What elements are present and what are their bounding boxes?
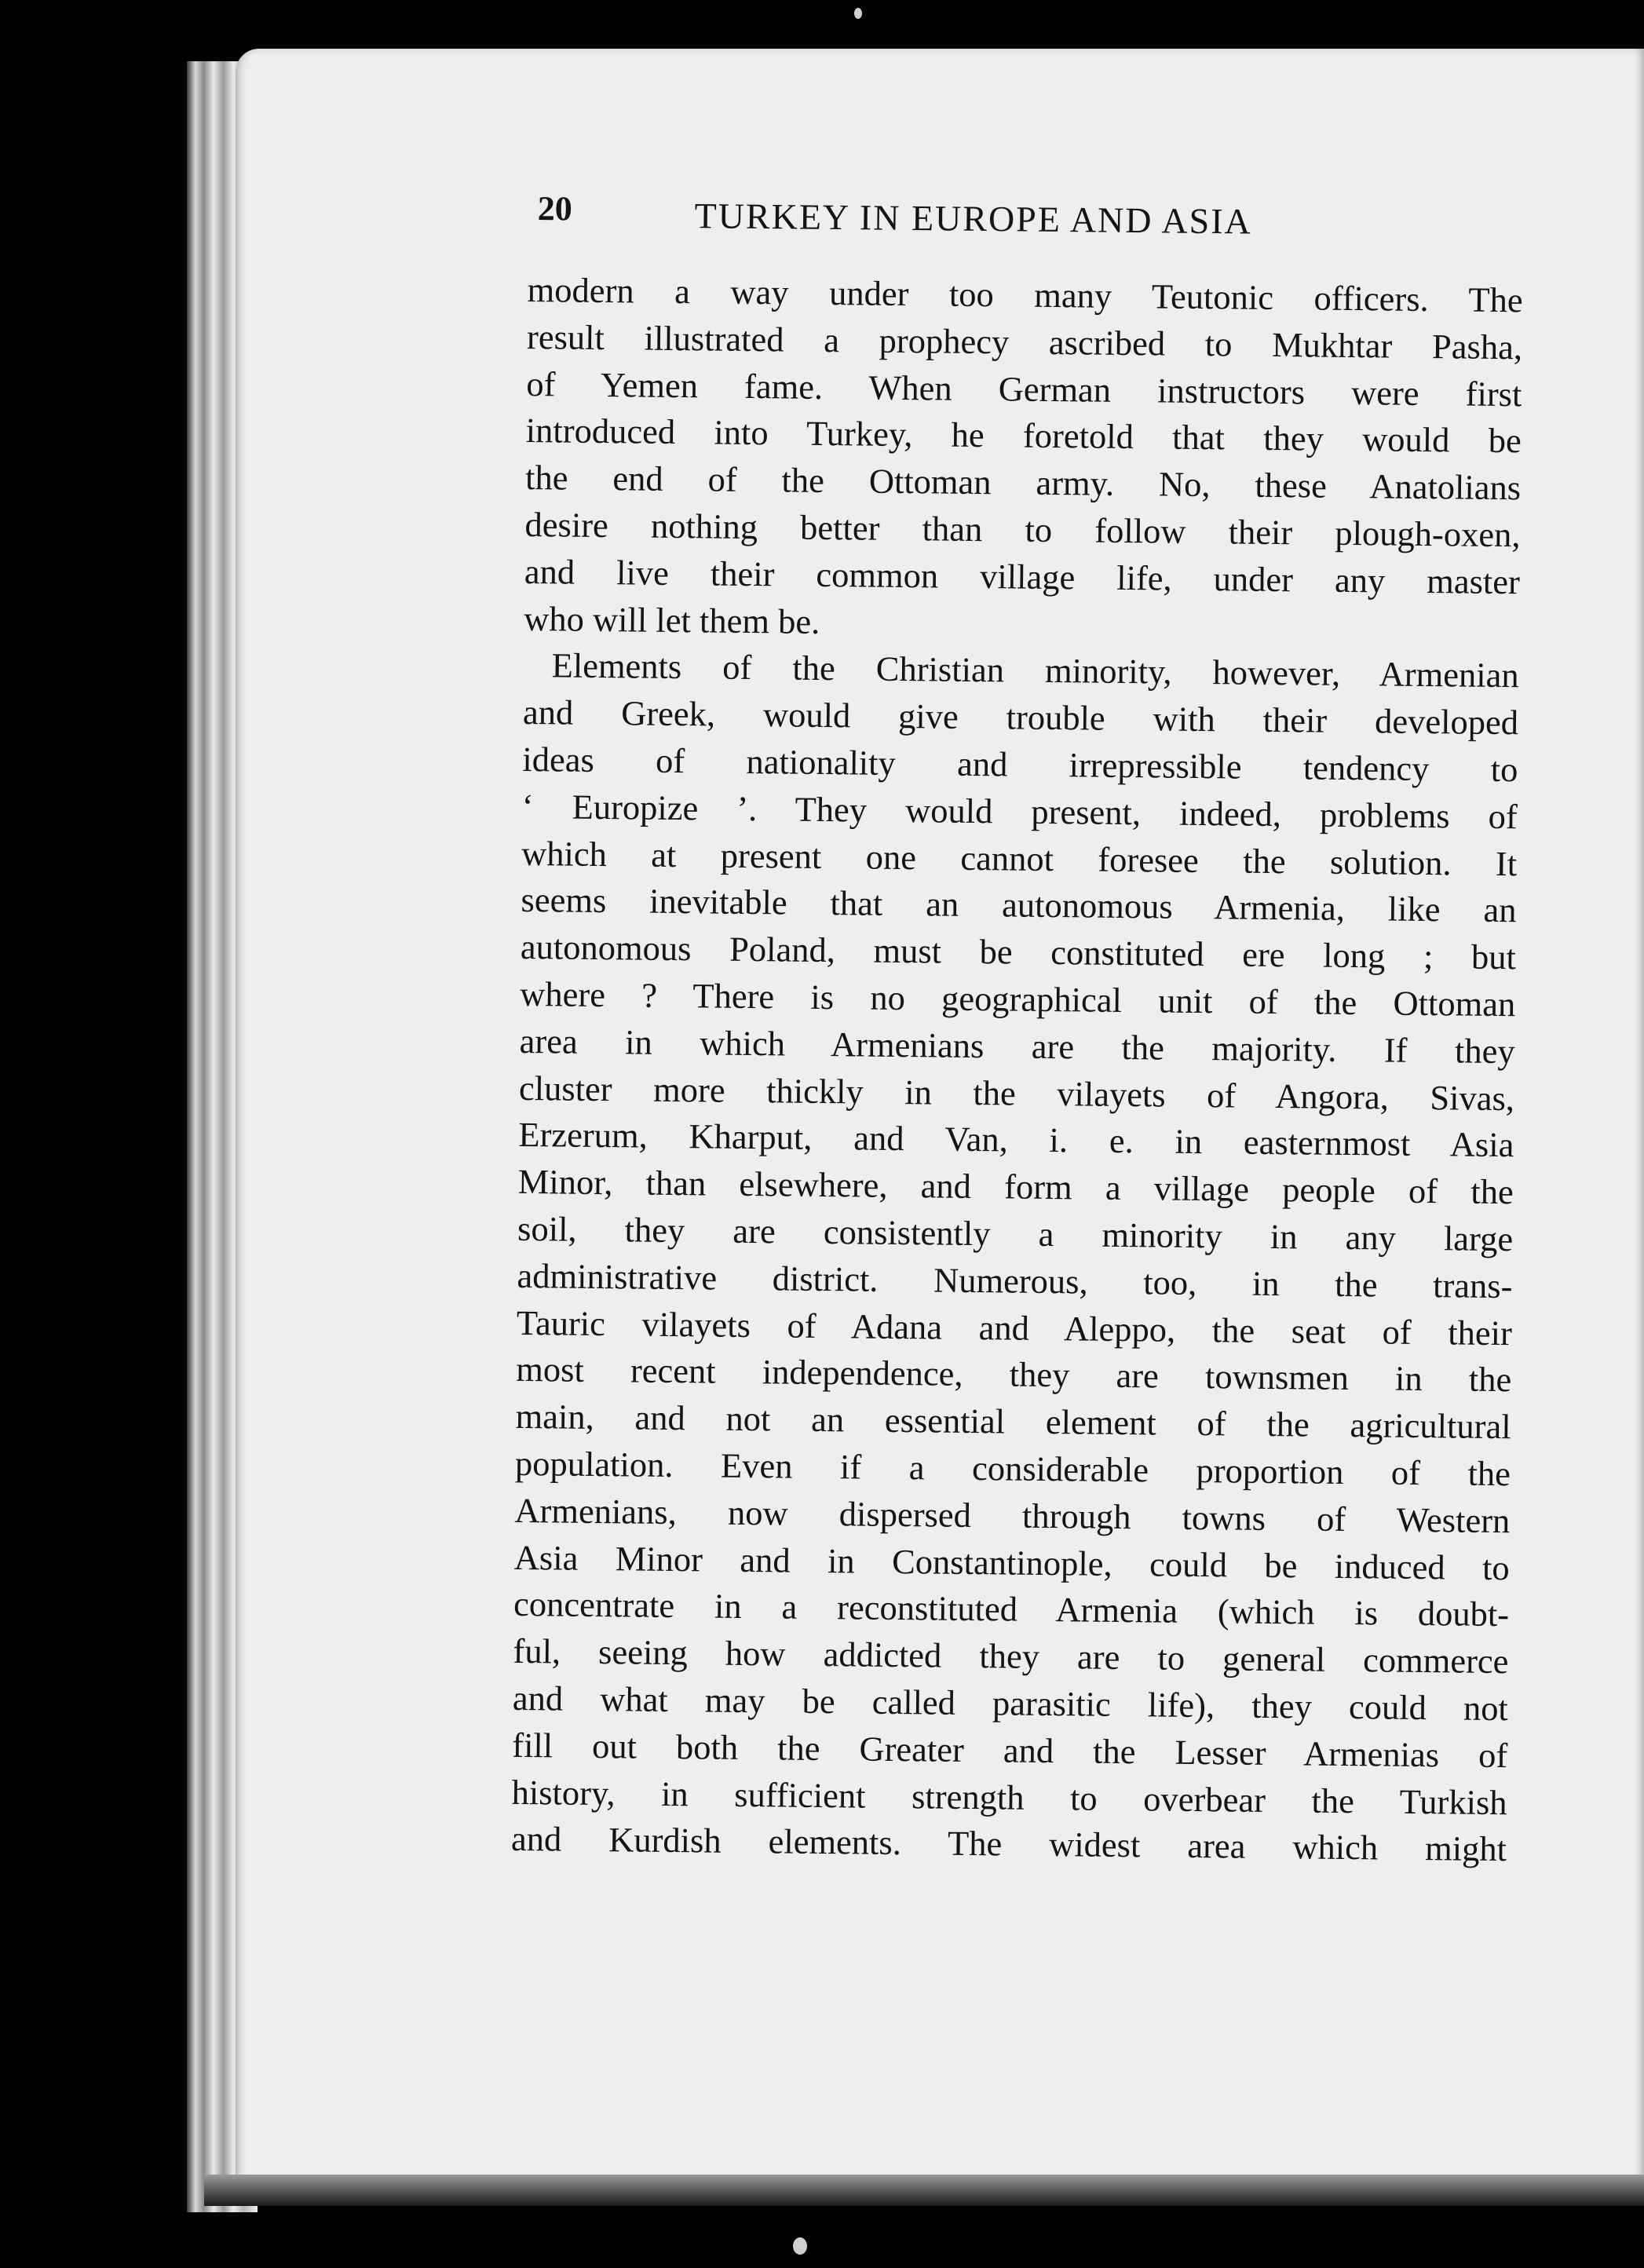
text-line: administrative district. Numerous, too, in the trans- [517,1255,1513,1306]
text-line: area in which Armenians are the majority. If they [519,1021,1515,1071]
running-head: TURKEY IN EUROPE AND ASIA [694,195,1253,242]
text-line: Elements of the Christian minority, however, Armenian [551,645,1519,696]
text-line: soil, they are consistently a minority in any large [517,1208,1514,1259]
page-number: 20 [537,188,572,228]
text-line: ideas of nationality and irrepressible tendency to [522,739,1518,790]
text-line: Asia Minor and in Constantinople, could be induced to [513,1537,1510,1587]
text-line: desire nothing better than to follow their plough-oxen, [524,504,1521,555]
text-line: and Kurdish elements. The widest area which might [510,1819,1507,1869]
text-line: who will let them be. [524,598,820,641]
text-line: and what may be called parasitic life), they could not [512,1678,1509,1729]
paragraph [524,267,1523,653]
body-text [511,267,1523,1873]
text-line: Minor, than elsewhere, and form a village people of the [517,1162,1514,1212]
page-bottom-shadow [204,2175,1644,2206]
text-line: history, in sufficient strength to overbear the Turkish [511,1772,1507,1822]
text-line: where ? There is no geographical unit of the Ottoman [520,973,1516,1024]
text-line: autonomous Poland, must be constituted ere long ; but [520,927,1517,977]
text-line: fill out both the Greater and the Lesser Armenias of [512,1725,1508,1775]
paragraph [511,642,1519,1873]
text-line: main, and not an essential element of the agricultural [515,1397,1511,1447]
text-line: modern a way under too many Teutonic officers. The [527,269,1523,320]
text-line: population. Even if a considerable proportion of the [514,1443,1511,1494]
text-line: introduced into Turkey, he foretold that they would be [525,411,1522,461]
text-line: most recent independence, they are townsmen in the [516,1349,1512,1400]
text-line: cluster more thickly in the vilayets of Angora, Sivas, [518,1068,1515,1118]
dust-speck [793,2237,807,2255]
text-line: Armenians, now dispersed through towns of Western [514,1490,1511,1540]
page-header [537,188,1386,252]
dust-speck [854,8,862,19]
text-line: ‘ Europize ’. They would present, indeed, problems of [521,786,1518,837]
text-line: and Greek, would give trouble with their developed [522,692,1519,743]
text-line: Erzerum, Kharput, and Van, i. e. in easternmost Asia [518,1115,1514,1165]
text-line: the end of the Ottoman army. No, these Anatolians [524,458,1522,508]
text-line: Tauric vilayets of Adana and Aleppo, the seat of their [516,1302,1513,1353]
text-line: of Yemen fame. When German instructors were first [526,363,1522,414]
text-line: which at present one cannot foresee the solution. It [521,833,1518,883]
text-line: concentrate in a reconstituted Armenia (which is doubt- [513,1584,1510,1634]
text-line: ful, seeing how addicted they are to general commerce [513,1631,1509,1682]
text-line: result illustrated a prophecy ascribed to Mukhtar Pasha, [526,316,1523,367]
text-line: and live their common village life, under any master [524,551,1521,602]
text-line: seems inevitable that an autonomous Armenia, like an [521,880,1517,930]
